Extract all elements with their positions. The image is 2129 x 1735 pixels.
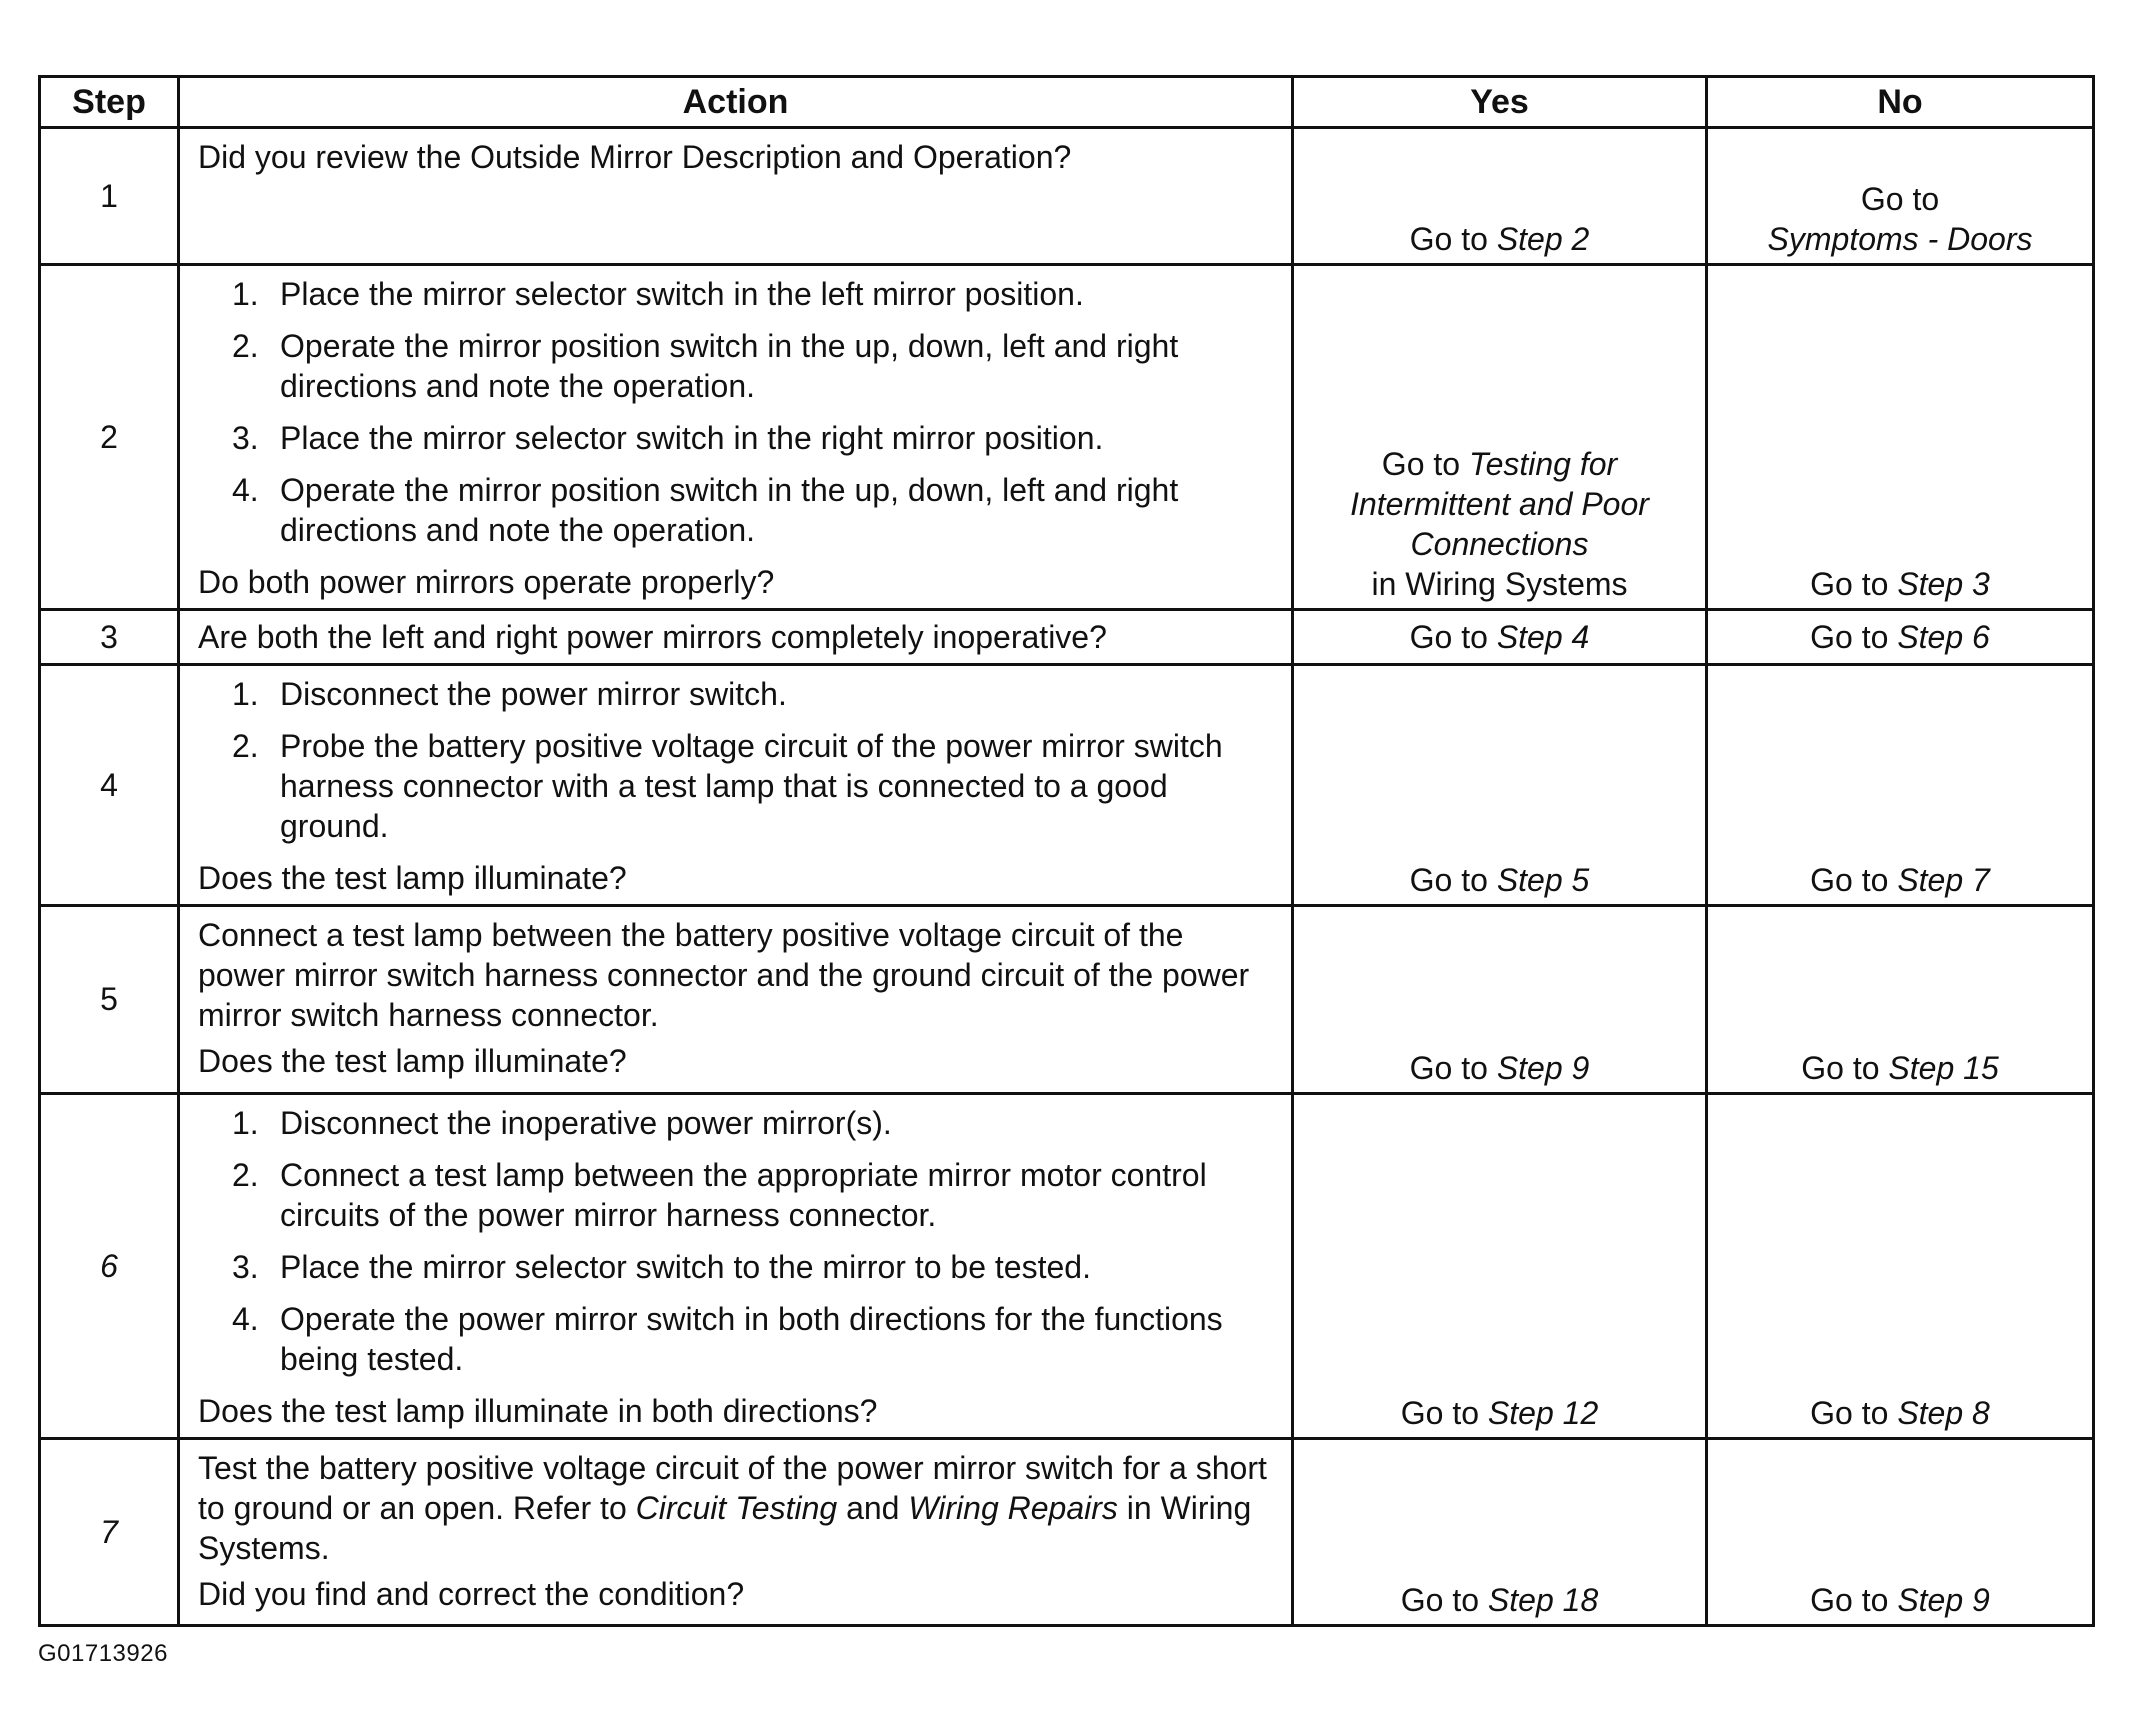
intro-text: and xyxy=(837,1490,909,1526)
list-item xyxy=(232,1299,1277,1379)
no-link[interactable]: Step 9 xyxy=(1897,1582,1990,1618)
no-cell xyxy=(1707,665,2094,906)
no-prefix: Go to xyxy=(1801,1050,1880,1086)
intro-text: in Wiring Systems. xyxy=(198,1490,1252,1566)
list-item xyxy=(232,326,1277,406)
header-no: No xyxy=(1707,77,2094,128)
item-number: 1. xyxy=(232,676,259,712)
yes-suffix: in Wiring Systems xyxy=(1371,566,1628,602)
table-row xyxy=(40,265,2094,610)
yes-link[interactable]: Step 4 xyxy=(1496,619,1590,655)
yes-link[interactable]: Testing for Intermittent and Poor Connections xyxy=(1350,446,1649,562)
yes-prefix: Go to xyxy=(1409,862,1488,898)
action-list xyxy=(198,674,1277,846)
no-prefix: Go to xyxy=(1810,1582,1889,1618)
item-text: Connect a test lamp between the appropriate mirror motor control circuits of the power mirror harness connector. xyxy=(280,1157,1207,1233)
wiring-repairs-link[interactable]: Wiring Repairs xyxy=(908,1490,1118,1526)
yes-prefix: Go to xyxy=(1409,221,1488,257)
action-cell xyxy=(179,128,1293,265)
action-cell xyxy=(179,610,1293,665)
header-action: Action xyxy=(179,77,1293,128)
yes-link[interactable]: Step 12 xyxy=(1487,1395,1599,1431)
no-prefix: Go to xyxy=(1810,1395,1889,1431)
yes-prefix: Go to xyxy=(1400,1582,1480,1618)
circuit-testing-link[interactable]: Circuit Testing xyxy=(635,1490,838,1526)
yes-link[interactable]: Step 2 xyxy=(1496,221,1590,257)
item-text: Disconnect the power mirror switch. xyxy=(280,676,787,712)
header-row xyxy=(40,77,2094,128)
item-text: Place the mirror selector switch to the mirror to be tested. xyxy=(280,1249,1091,1285)
yes-prefix: Go to xyxy=(1400,1395,1480,1431)
intro-text: Test the battery positive voltage circuit of the power mirror switch for a short to ground or an open. Refer to xyxy=(198,1450,1267,1526)
yes-cell xyxy=(1293,265,1707,610)
table-row xyxy=(40,1094,2094,1439)
list-item xyxy=(232,418,1277,458)
no-cell xyxy=(1707,1094,2094,1439)
no-link[interactable]: Step 7 xyxy=(1897,862,1990,898)
item-number: 3. xyxy=(232,420,259,456)
action-question: Does the test lamp illuminate? xyxy=(198,1043,627,1079)
item-number: 4. xyxy=(232,1301,259,1337)
no-link[interactable]: Step 6 xyxy=(1897,619,1990,655)
no-cell xyxy=(1707,906,2094,1094)
item-number: 2. xyxy=(232,1157,259,1193)
no-link[interactable]: Symptoms - Doors xyxy=(1767,221,2033,257)
table-row xyxy=(40,906,2094,1094)
item-text: Place the mirror selector switch in the right mirror position. xyxy=(280,420,1104,456)
item-text: Operate the power mirror switch in both directions for the functions being tested. xyxy=(280,1301,1223,1377)
action-list xyxy=(198,274,1277,550)
header-step: Step xyxy=(40,77,179,128)
item-number: 2. xyxy=(232,728,259,764)
yes-prefix: Go to xyxy=(1409,1050,1488,1086)
item-text: Probe the battery positive voltage circuit of the power mirror switch harness connector with a test lamp that is connected to a good ground. xyxy=(280,728,1223,844)
yes-link[interactable]: Step 5 xyxy=(1496,862,1590,898)
yes-prefix: Go to xyxy=(1409,619,1488,655)
no-link[interactable]: Step 3 xyxy=(1897,566,1990,602)
step-number: 4 xyxy=(40,665,179,906)
table-row xyxy=(40,1439,2094,1626)
no-cell xyxy=(1707,1439,2094,1626)
no-prefix: Go to xyxy=(1810,619,1889,655)
action-cell xyxy=(179,906,1293,1094)
no-cell xyxy=(1707,128,2094,265)
step-number: 5 xyxy=(40,906,179,1094)
yes-link[interactable]: Step 9 xyxy=(1496,1050,1590,1086)
action-question: Does the test lamp illuminate? xyxy=(198,860,627,896)
action-cell xyxy=(179,1094,1293,1439)
step-number: 7 xyxy=(40,1439,179,1626)
yes-cell xyxy=(1293,665,1707,906)
list-item xyxy=(232,470,1277,550)
yes-cell xyxy=(1293,906,1707,1094)
step-number: 2 xyxy=(40,265,179,610)
step-number: 3 xyxy=(40,610,179,665)
action-intro: Connect a test lamp between the battery positive voltage circuit of the power mirror switch harness connector and the ground circuit of the power mirror switch harness connector. xyxy=(198,917,1250,1033)
yes-cell xyxy=(1293,128,1707,265)
no-prefix: Go to xyxy=(1810,862,1889,898)
action-question: Did you review the Outside Mirror Description and Operation? xyxy=(198,139,1072,175)
no-cell xyxy=(1707,265,2094,610)
yes-prefix: Go to xyxy=(1381,446,1461,482)
yes-cell xyxy=(1293,1439,1707,1626)
no-link[interactable]: Step 8 xyxy=(1897,1395,1990,1431)
yes-cell xyxy=(1293,1094,1707,1439)
step-number: 6 xyxy=(40,1094,179,1439)
action-question: Do both power mirrors operate properly? xyxy=(198,564,775,600)
no-prefix: Go to xyxy=(1810,566,1889,602)
list-item xyxy=(232,274,1277,314)
action-question: Did you find and correct the condition? xyxy=(198,1576,745,1612)
item-number: 4. xyxy=(232,472,259,508)
action-cell xyxy=(179,665,1293,906)
action-question: Are both the left and right power mirrors completely inoperative? xyxy=(198,619,1107,655)
action-list xyxy=(198,1103,1277,1379)
yes-link[interactable]: Step 18 xyxy=(1487,1582,1599,1618)
no-prefix: Go to xyxy=(1860,181,1940,217)
figure-id: G01713926 xyxy=(38,1640,168,1667)
item-text: Operate the mirror position switch in the up, down, left and right directions and note the operation. xyxy=(280,472,1179,548)
table-row xyxy=(40,665,2094,906)
item-number: 2. xyxy=(232,328,259,364)
list-item xyxy=(232,726,1277,846)
step-number: 1 xyxy=(40,128,179,265)
list-item xyxy=(232,1155,1277,1235)
item-number: 1. xyxy=(232,1105,259,1141)
table-row xyxy=(40,128,2094,265)
action-cell xyxy=(179,265,1293,610)
item-number: 1. xyxy=(232,276,259,312)
no-cell xyxy=(1707,610,2094,665)
diagnostic-table xyxy=(38,75,2095,1627)
table-row xyxy=(40,610,2094,665)
item-text: Place the mirror selector switch in the left mirror position. xyxy=(280,276,1084,312)
item-number: 3. xyxy=(232,1249,259,1285)
list-item xyxy=(232,674,1277,714)
list-item xyxy=(232,1103,1277,1143)
no-link[interactable]: Step 15 xyxy=(1888,1050,1999,1086)
list-item xyxy=(232,1247,1277,1287)
action-question: Does the test lamp illuminate in both directions? xyxy=(198,1393,878,1429)
action-cell xyxy=(179,1439,1293,1626)
yes-cell xyxy=(1293,610,1707,665)
item-text: Disconnect the inoperative power mirror(s). xyxy=(280,1105,892,1141)
header-yes: Yes xyxy=(1293,77,1707,128)
action-intro xyxy=(198,1448,1277,1568)
item-text: Operate the mirror position switch in the up, down, left and right directions and note the operation. xyxy=(280,328,1179,404)
